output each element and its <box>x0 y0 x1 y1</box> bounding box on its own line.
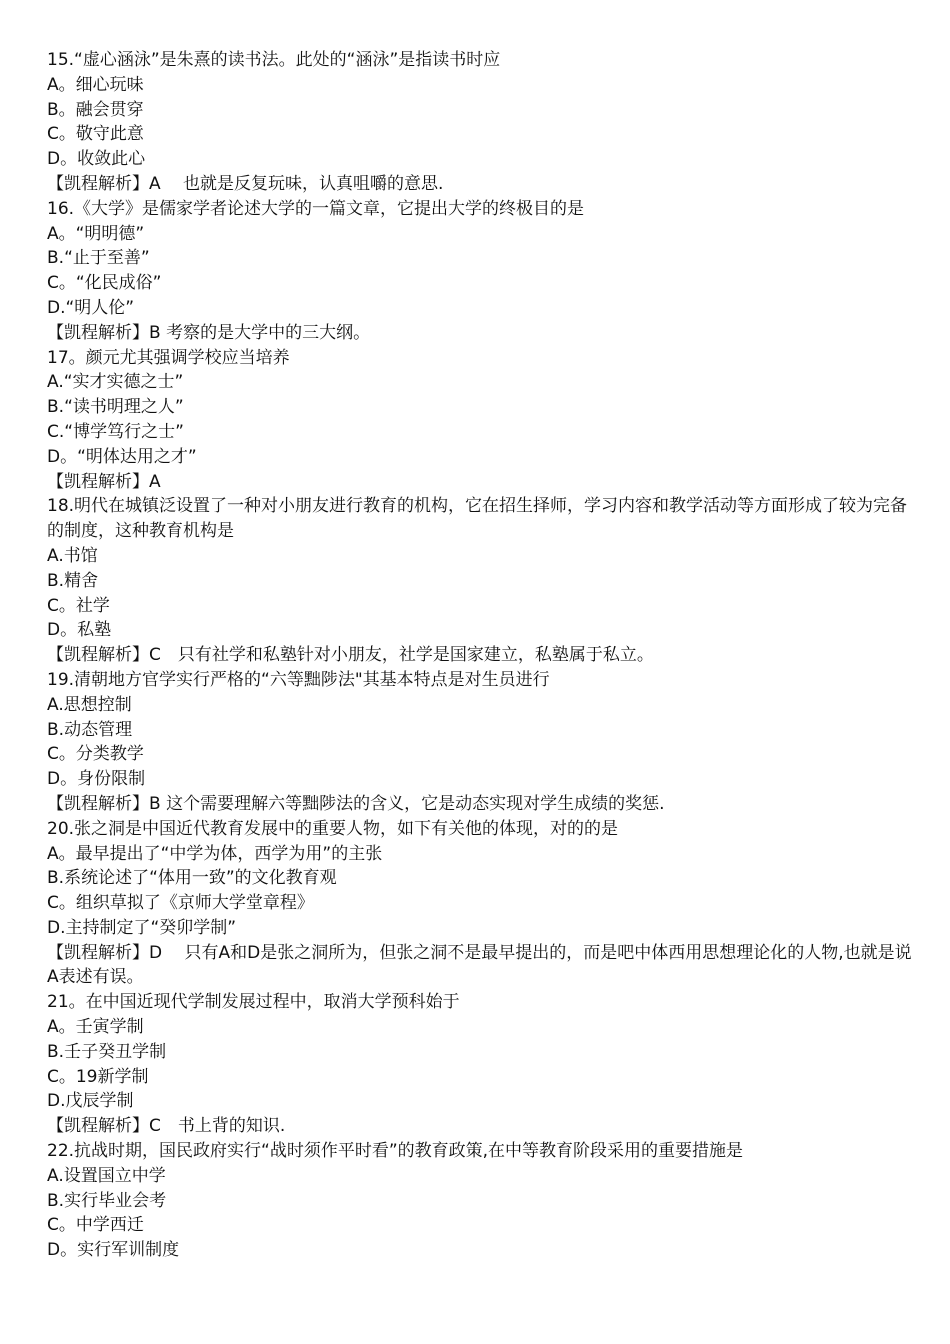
q17-option-d: D。“明体达用之才” <box>47 446 197 467</box>
q19-option-d: D。身份限制 <box>47 769 146 790</box>
q22-option-d: D。实行军训制度 <box>47 1240 180 1261</box>
q16-option-c: C。“化民成俗” <box>47 273 162 294</box>
document-page <box>47 48 917 1263</box>
q17-option-a: A.“实才实德之士” <box>47 372 184 393</box>
q19-option-b: B.动态管理 <box>47 719 133 740</box>
q16-question: 16.《大学》是儒家学者论述大学的一篇文章，它提出大学的终极目的是 <box>47 198 585 219</box>
q20-option-d: D.主持制定了“癸卯学制” <box>47 917 237 938</box>
q17-option-c: C.“博学笃行之士” <box>47 421 184 442</box>
q20-option-b: B.系统论述了“体用一致”的文化教育观 <box>47 868 337 889</box>
q20-analysis: 【凯程解析】D 只有A和D是张之洞所为，但张之洞不是最早提出的，而是吧中体西用思想理论化的人物,也就是说A表述有误。 <box>47 942 912 988</box>
q21-option-b: B.壬子癸丑学制 <box>47 1041 167 1062</box>
q18-option-c: C。社学 <box>47 595 110 616</box>
q16-option-a: A。“明明德” <box>47 223 145 244</box>
q21-option-a: A。壬寅学制 <box>47 1017 144 1038</box>
q21-option-c: C。19新学制 <box>47 1066 149 1087</box>
q19-question: 19.清朝地方官学实行严格的“六等黜陟法"其基本特点是对生员进行 <box>47 669 550 690</box>
q20-option-a: A。最早提出了“中学为体，西学为用”的主张 <box>47 843 383 864</box>
q19-option-c: C。分类教学 <box>47 744 144 765</box>
q18-question: 18.明代在城镇泛设置了一种对小朋友进行教育的机构，它在招生择师，学习内容和教学活动等方面形成了较为完备的制度，这种教育机构是 <box>47 496 908 542</box>
q17-question: 17。颜元尤其强调学校应当培养 <box>47 347 290 368</box>
q21-analysis: 【凯程解析】C 书上背的知识. <box>47 1116 286 1137</box>
q15-option-b: B。融会贯穿 <box>47 99 144 120</box>
q20-option-c: C。组织草拟了《京师大学堂章程》 <box>47 893 314 914</box>
q19-option-a: A.思想控制 <box>47 694 132 715</box>
q18-option-d: D。私塾 <box>47 620 112 641</box>
q15-question: 15.“虚心涵泳”是朱熹的读书法。此处的“涵泳”是指读书时应 <box>47 50 501 70</box>
q16-option-d: D.“明人伦” <box>47 297 135 318</box>
q22-option-c: C。中学西迁 <box>47 1215 144 1236</box>
q21-option-d: D.戊辰学制 <box>47 1091 134 1112</box>
q22-option-a: A.设置国立中学 <box>47 1165 166 1186</box>
q15-option-d: D。收敛此心 <box>47 149 146 170</box>
q15-option-a: A。细心玩味 <box>47 74 144 95</box>
q22-option-b: B.实行毕业会考 <box>47 1190 167 1211</box>
q17-option-b: B.“读书明理之人” <box>47 397 184 418</box>
q20-question: 20.张之洞是中国近代教育发展中的重要人物，如下有关他的体现，对的的是 <box>47 818 619 839</box>
q21-question: 21。在中国近现代学制发展过程中，取消大学预科始于 <box>47 992 460 1013</box>
q16-analysis: 【凯程解析】B 考察的是大学中的三大纲。 <box>47 322 371 343</box>
q15-option-c: C。敬守此意 <box>47 124 144 145</box>
q18-analysis: 【凯程解析】C 只有社学和私塾针对小朋友，社学是国家建立，私塾属于私立。 <box>47 645 654 666</box>
q16-option-b: B.“止于至善” <box>47 248 150 269</box>
q18-option-b: B.精舍 <box>47 570 99 591</box>
q15-analysis: 【凯程解析】A 也就是反复玩味，认真咀嚼的意思. <box>47 173 444 194</box>
q22-question: 22.抗战时期，国民政府实行“战时须作平时看”的教育政策,在中等教育阶段采用的重要措施是 <box>47 1141 744 1162</box>
q19-analysis: 【凯程解析】B 这个需要理解六等黜陟法的含义，它是动态实现对学生成绩的奖惩. <box>47 793 665 814</box>
q17-analysis: 【凯程解析】A <box>47 471 161 492</box>
q18-option-a: A.书馆 <box>47 545 98 566</box>
